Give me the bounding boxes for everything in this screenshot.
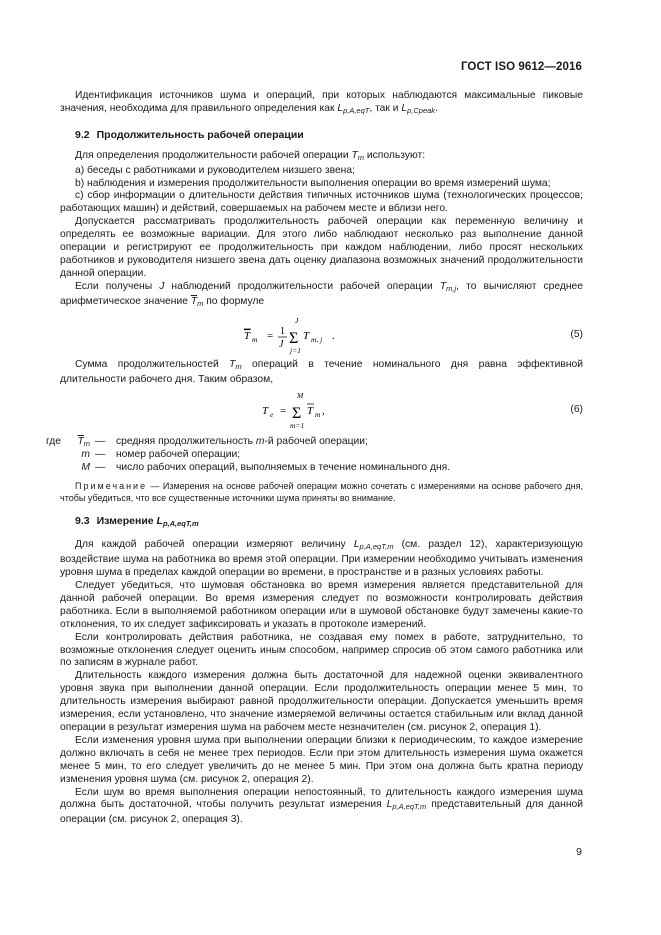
- formula-5-tail: .: [332, 329, 335, 342]
- section-9-3-paragraph-2: Следует убедиться, что шумовая обстановка во время измерения является представительной для данной рабочей операции. Во время измерения следует по возможности контролировать действия работника. Если в выполняемой работником операции или в шумовой обстановке будут замечены какие-то отклонения, то их следует зафиксировать и указать в протоколе измерений.: [60, 580, 583, 630]
- legend-row: M — число рабочих операций, выполняемых в течение номинального дня.: [81, 462, 451, 474]
- formula-5-equals: =: [267, 329, 274, 342]
- formula-6: [60, 392, 583, 430]
- legend-row: m — номер рабочей операции;: [81, 449, 241, 461]
- formula-5-graphic: [240, 317, 440, 355]
- section-9-3-paragraph-3: Если контролировать действия работника, не создавая ему помех в работе, затруднительно, то возможные отклонения следует оценить иным способом, например спросив об этом самого работника или по записям в журнале работ.: [60, 631, 583, 669]
- formula-5-lhs: T: [244, 329, 251, 342]
- formula-5-denominator: J: [279, 338, 284, 350]
- formula-5-number: (5): [570, 328, 583, 340]
- formula-6-lhs-sub: e: [270, 410, 274, 420]
- formula-6-lhs: T: [262, 405, 269, 418]
- formula-6-graphic: [240, 392, 440, 430]
- formula-6-sum-bottom: m=1: [290, 421, 305, 431]
- section-9-2-paragraph-2: Допускается рассматривать продолжительность рабочей операции как переменную величину и определять ее возможные вариации. Для этого либо наблюдают несколько раз выполнение данной операции и регистрируют ее продолжительность при каждом наблюдении, либо просят нескольких работников и руководителя низшего звена дать оценку диапазона возможных значений продолжительности данной операции.: [60, 216, 583, 279]
- section-9-2-paragraph-3: Если получены J наблюдений продолжительности рабочей операции $T_{m,j}$, то вычисляют среднее арифметическое значение $\overline{T}_m$ по формуле: [60, 280, 583, 308]
- formula-5-term: T: [303, 329, 310, 342]
- intro-paragraph: Идентификация источников шума и операций, при которых наблюдаются максимальные пиковые значения, необходима для правильного определения как $L_{p,A,eqT}$, так и $L_{p,Cpeak}$.: [60, 90, 583, 115]
- formula-5-numerator: 1: [280, 325, 285, 337]
- methods-list: [60, 165, 583, 217]
- formula-6-equals: =: [280, 405, 287, 418]
- page-content: [46, 90, 584, 827]
- list-item: c) сбор информации о длительности действия типичных источников шума (технологических процессов; работающих машин) и действий, совершаемых на рабочем месте и вблизи него.: [60, 190, 583, 215]
- section-9-3-paragraph-5: Если изменения уровня шума при выполнении операции близки к периодическим, то каждое измерение должно включать в себя не менее трех периодов. Если при этом длительность измерения шума окажется менее 5 мин, то его следует увеличить до не менее 5 мин. При этом она должна быть кратна периоду изменения уровня шума (см. рисунок 2, операция 2).: [60, 734, 583, 785]
- formula-5-sum-top: J: [295, 316, 299, 325]
- formula-5-lhs-sub: m: [252, 334, 258, 344]
- section-9-2-paragraph-1: Для определения продолжительности рабочей операции $T_m$ используют:: [75, 149, 426, 162]
- section-9-3-paragraph-4: Длительность каждого измерения должна быть достаточной для надежной оценки эквивалентного уровня звука при выполнении данной операции. Если продолжительность операции менее 5 мин, то длительность измерения выбирают равной продолжительности операции. Допускается уменьшить время измерения, если установлено, что значение измеряемой величины остается стабильным или вклад данной операции в результат измерения шума на рабочем месте незначителен (см. рисунок 2, операция 1).: [60, 670, 583, 733]
- list-item: b) наблюдения и измерения продолжительности выполнения операции во время измерений шума;: [75, 177, 551, 189]
- section-9-3-paragraph-1: Для каждой рабочей операции измеряют величину $L_{p,A,eqT,m}$ (см. раздел 12), характеризующую воздействие шума на работника во время этой операции. При измерении необходимо учитывать изменения уровня шума в пределах каждой операции во времени, в пространстве и в разных условиях работы.: [60, 539, 584, 579]
- formula-6-term-sub: m: [315, 410, 321, 420]
- formula-6-term: T: [307, 405, 314, 418]
- section-9-3-heading: 9.3 Измерение $L_{p,A,eqT,m}$: [75, 515, 199, 529]
- formula-5-sigma: Σ: [289, 329, 299, 347]
- formula-6-tail: ,: [322, 405, 325, 418]
- formula-5-sum-bottom: j=1: [290, 345, 301, 355]
- formula-6-number: (6): [570, 404, 583, 416]
- standard-header: ГОСТ ISO 9612—2016: [460, 61, 582, 73]
- section-9-3-paragraph-6: Если шум во время выполнения операции непостоянный, то длительность каждого измерения шума должна быть достаточной, чтобы получить результат измерения $L_{p,A,eqT,m}$ представительный для данной операции (см. рисунок 2, операция 3).: [60, 786, 583, 826]
- formula-5: [60, 317, 583, 355]
- section-9-2-paragraph-4: Сумма продолжительностей $T_m$ операций в течение номинального дня равна эффективной длительности рабочего дня. Таким образом,: [60, 358, 583, 385]
- formula-6-sigma: Σ: [292, 405, 302, 423]
- list-item: a) беседы с работниками и руководителем низшего звена;: [75, 164, 355, 176]
- formula-legend: [46, 436, 583, 475]
- legend-row: где $\overline{T}_m$ — средняя продолжительность m-й рабочей операции;: [46, 436, 368, 449]
- note: Примечание — Измерения на основе рабочей операции можно сочетать с измерениями на основе рабочего дня, чтобы убедиться, что все существенные источники шума приняты во внимание.: [60, 481, 583, 504]
- page-number: 9: [576, 846, 582, 858]
- formula-6-sum-top: M: [297, 392, 304, 401]
- section-9-2-heading: 9.2 Продолжительность рабочей операции: [75, 128, 304, 141]
- legend-where: где: [46, 436, 62, 448]
- formula-5-term-sub: m, j: [311, 334, 323, 344]
